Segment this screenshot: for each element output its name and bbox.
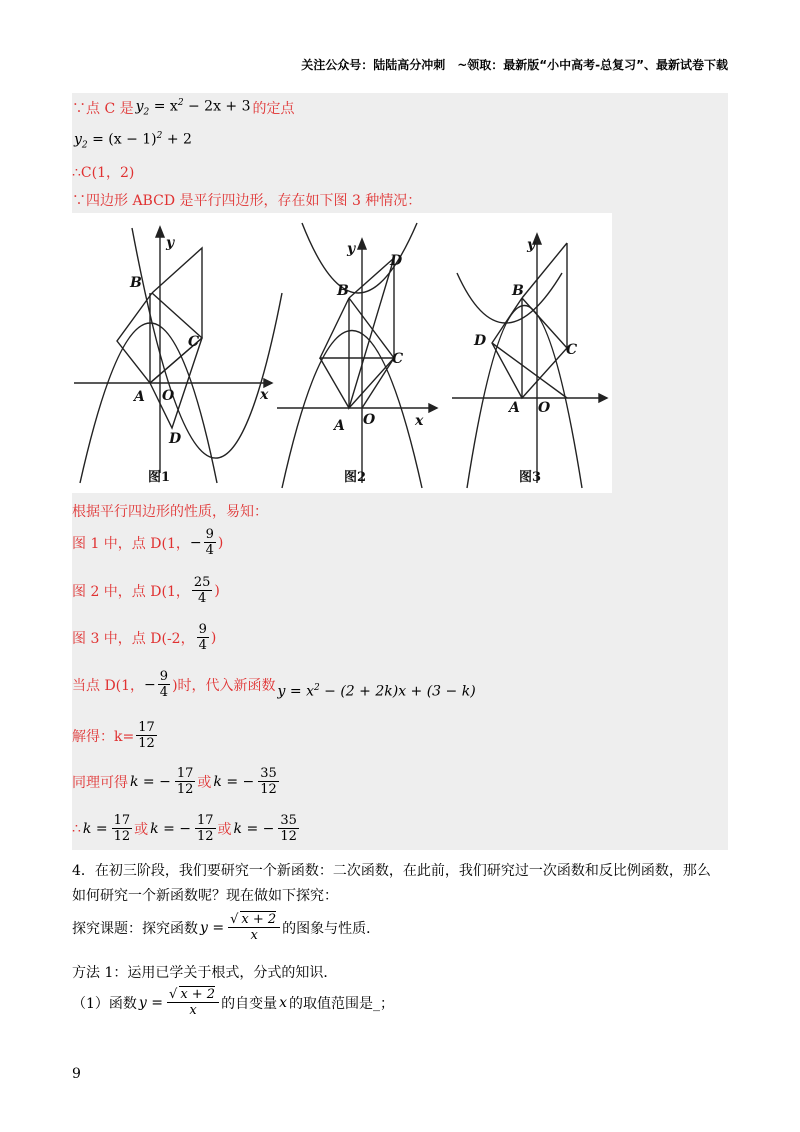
solution-line-10: 解得：k= $\frac{17}{12}$ <box>72 720 155 751</box>
problem-line-1: 4．在初三阶段，我们要研究一个新函数：二次函数，在此前，我们研究过一次函数和反比例函数，那么 <box>72 863 711 879</box>
fig3-label-o: O <box>538 400 551 416</box>
solution-line-11: 同理可得 k = − $\frac{17}{12}$ 或 k = − $\frac{35}{12}$ <box>72 766 277 797</box>
solution-line-5: 根据平行四边形的性质，易知： <box>72 504 268 520</box>
fig2-label-d: D <box>390 253 403 269</box>
solution-line-6: 图 1 中，点 D(1， − $\frac{9}{4}$ ) <box>72 527 224 558</box>
l10-fraction: $\frac{17}{12}$ <box>138 720 155 751</box>
solution-line-12: ∴ k = $\frac{17}{12}$ 或 k = − $\frac{17}{12}$ 或 k = − $\frac{35}{12}$ <box>72 813 297 844</box>
fig2-label-y: y <box>347 241 356 257</box>
fig2-label-b: B <box>337 283 349 299</box>
problem-line-5: （1）函数 y = $\frac{√ x + 2}{x}$ 的自变量 x 的取值范围是_； <box>72 987 394 1018</box>
fig1-label-a: A <box>134 389 145 405</box>
fig1-label-c: C <box>188 334 200 350</box>
fig3-label-b: B <box>512 283 524 299</box>
fig2-label-x: x <box>415 413 424 429</box>
solution-line-3: ∴C(1，2) <box>72 165 135 181</box>
fig1-label-d: D <box>169 431 182 447</box>
fig3-caption: 图3 <box>519 470 542 485</box>
page-number: 9 <box>72 1066 81 1082</box>
fig2-label-c: C <box>392 351 404 367</box>
l1-pre: ∵点 C 是 <box>72 101 134 117</box>
l9-fraction: $\frac{9}{4}$ <box>159 669 169 700</box>
fig3-label-c: C <box>566 342 578 358</box>
fig1-label-b: B <box>130 275 142 291</box>
solution-line-8: 图 3 中，点 D(-2， $\frac{9}{4}$ ) <box>72 622 217 653</box>
page-header: 关注公众号：陆陆高分冲刺 ~领取：最新版“小中高考-总复习”、最新试卷下载 <box>301 58 728 72</box>
l2-formula: $y_2 = (x - 1)^2 + 2$ <box>74 131 192 151</box>
fig2-label-o: O <box>363 412 376 428</box>
l8-fraction: $\frac{9}{4}$ <box>198 622 207 653</box>
fig1-label-x: x <box>260 387 269 403</box>
problem-line-3: 探究课题：探究函数 y = $\frac{√ x + 2}{x}$ 的图象与性质． <box>72 912 381 943</box>
solution-line-1 <box>72 98 295 118</box>
fig3-label-a: A <box>509 400 520 416</box>
l1-post: 的定点 <box>252 101 295 117</box>
fig3-label-d: D <box>474 333 487 349</box>
solution-line-9: 当点 D(1， − $\frac{9}{4}$ )时，代入新函数 $y = x^2 - (2 + 2k)x + (3 - k)$ <box>72 669 476 700</box>
problem-line-4: 方法 1：运用已学关于根式，分式的知识． <box>72 965 338 981</box>
l9-function: $y = x^2 - (2 + 2k)x + (3 - k)$ <box>277 683 476 700</box>
l6-fraction: $\frac{9}{4}$ <box>205 527 214 558</box>
fig1-caption: 图1 <box>148 470 171 485</box>
problem-line-2: 如何研究一个新函数呢？现在做如下探究： <box>72 888 338 904</box>
solution-line-2 <box>72 131 194 150</box>
solution-line-7: 图 2 中，点 D(1， $\frac{25}{4}$ ) <box>72 575 220 606</box>
fig1-label-o: O <box>162 388 175 404</box>
parallelogram-figures <box>72 213 612 493</box>
fig2-label-a: A <box>334 418 345 434</box>
fig2-caption: 图2 <box>344 470 367 485</box>
fig1-label-y: y <box>166 235 175 251</box>
l1-formula: $y_2 = x^2 - 2x + 3$ <box>135 98 251 118</box>
fig3-label-y: y <box>527 237 536 253</box>
l7-fraction: $\frac{25}{4}$ <box>193 575 211 606</box>
solution-line-4: ∵四边形 ABCD 是平行四边形，存在如下图 3 种情况： <box>72 193 422 209</box>
